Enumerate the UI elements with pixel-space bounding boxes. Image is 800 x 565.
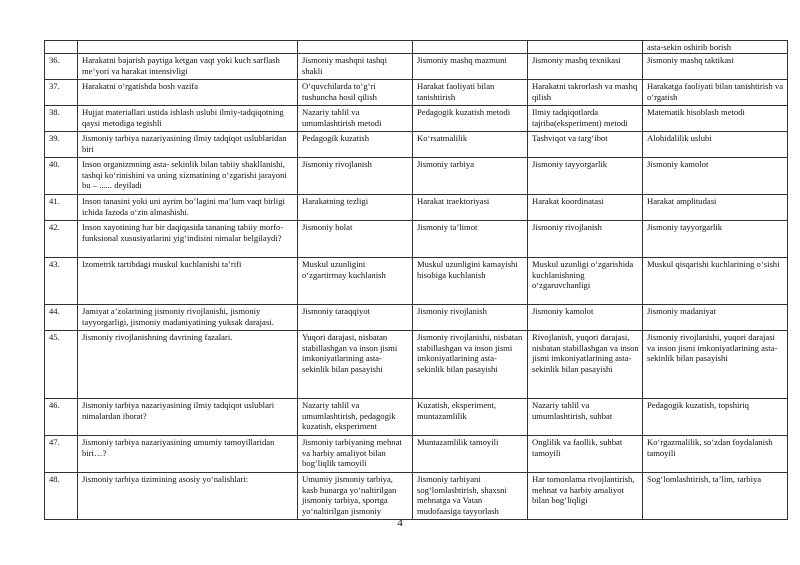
question-text: Inson xayotining har bir daqiqasida tananing tabiiy morfo-funksional xususiyatlarini yig‘indisini nimalar belgilaydi? (78, 221, 298, 258)
answer-d: asta-sekin oshirib borish (643, 41, 788, 54)
table-row (45, 54, 788, 80)
answer-b: Jismoniy tarbiyani sog‘lomlashtirish, shaxsni mehnatga va Vatan mudofaasiga tayyorlash (413, 473, 528, 520)
table-row (45, 195, 788, 221)
table-row (45, 41, 788, 54)
answer-d: Matematik hisoblash metodi (643, 106, 788, 132)
answer-a: Jismoniy rivojlanish (298, 158, 413, 195)
answer-c: Harakat koordinatasi (528, 195, 643, 221)
questions-table (44, 40, 788, 520)
question-number: 48. (45, 473, 78, 520)
table-row (45, 158, 788, 195)
question-text: Hujjat materiallari ustida ishlash uslubi ilmiy-tadqiqotning qaysi metodiga tegishli (78, 106, 298, 132)
question-text: Jismoniy tarbiya nazariyasining ilmiy tadqiqot uslublari nimalardan iborat? (78, 399, 298, 436)
answer-c: Onglilik va faollik, suhbat tamoyili (528, 436, 643, 473)
question-text: Inson tanasini yoki uni ayrim bo‘laginі ma’lum vaqt birligi ichida fazoda o‘zin almashishi. (78, 195, 298, 221)
table-row (45, 399, 788, 436)
answer-a: Jismoniy tarbiyaning mehnat va harbiy amaliyot bilan bog‘liqlik tamoyili (298, 436, 413, 473)
answer-d: Jismoniy madaniyat (643, 305, 788, 331)
question-number (45, 41, 78, 54)
table-row (45, 106, 788, 132)
answer-b: Muskul uzunligini kamayishi hisobiga kuchlanish (413, 258, 528, 305)
question-number: 40. (45, 158, 78, 195)
question-text (78, 41, 298, 54)
answer-a: Muskul uzunligini o‘zgartirmay kuchlanish (298, 258, 413, 305)
question-number: 38. (45, 106, 78, 132)
answer-b: Jismoniy rivojlanish (413, 305, 528, 331)
answer-a: O‘quvchilarda to‘g‘ri tushuncha hosil qilish (298, 80, 413, 106)
answer-b (413, 41, 528, 54)
table-row (45, 473, 788, 520)
page-number: 4 (397, 517, 403, 529)
table-row (45, 305, 788, 331)
answer-c (528, 41, 643, 54)
question-number: 44. (45, 305, 78, 331)
answer-a: Jismoniy mashqni tashqi shakli (298, 54, 413, 80)
answer-d: Jismoniy rivojlanishi, yuqori darajasi va inson jismi imkoniyatlarining asta-sekinlik bilan pasayishi (643, 331, 788, 399)
answer-c: Muskul uzunligi o‘zgarishida kuchlanishning o‘zgaruvchanligi (528, 258, 643, 305)
question-text: Izometrik tartibdagi muskul kuchlanishi ta’rifi (78, 258, 298, 305)
answer-b: Jismoniy tarbiya (413, 158, 528, 195)
answer-a: Nazariy tahlil va umumlashtirish metodi (298, 106, 413, 132)
answer-d: Harakat amplitudasi (643, 195, 788, 221)
answer-d: Muskul qisqarishi kuchlarining o‘sishi (643, 258, 788, 305)
question-number: 42. (45, 221, 78, 258)
question-number: 46. (45, 399, 78, 436)
answer-d: Jismoniy tayyorgarlik (643, 221, 788, 258)
answer-b: Pedagogik kuzatish metodi (413, 106, 528, 132)
answer-b: Harakat traektoriyasi (413, 195, 528, 221)
question-text: Jismoniy tarbiya tizimining asosiy yo‘nalishlari: (78, 473, 298, 520)
question-text: Jismoniy tarbiya nazariyasining umumiy tamoyillaridan biri…? (78, 436, 298, 473)
answer-b: Jismoniy mashq mazmuni (413, 54, 528, 80)
answer-d: Alohidalilik uslubi (643, 132, 788, 158)
answer-c: Har tomonlama rivojlantirish, mehnat va harbiy amaliyot bilan bog‘liqligi (528, 473, 643, 520)
question-number: 39. (45, 132, 78, 158)
answer-c: Harakatni takrorlash va mashq qilish (528, 80, 643, 106)
answer-b: Harakat faoliyati bilan tanishtirish (413, 80, 528, 106)
answer-c: Rivojlanish, yuqori darajasi, nisbatan stabillashgan va inson jismi imkoniyatlarining asta-sekinlik bilan pasayishi (528, 331, 643, 399)
answer-c: Jismoniy tayyorgarlik (528, 158, 643, 195)
question-text: Jismoniy rivojlanishning davrining fazalari. (78, 331, 298, 399)
answer-a: Umumiy jismoniy tarbiya, kasb hunarga yo‘naltirilgan jismoniy tarbiya, sportga yo‘naltirilgan jismoniy (298, 473, 413, 520)
answer-c: Jismoniy kamolot (528, 305, 643, 331)
answer-a: Yuqori darajasi, nisbatan stabillashgan va inson jismi imkoniyatlarining asta-sekinlik bilan pasayishi (298, 331, 413, 399)
answer-b: Kuzatish, eksperiment, muntazamlilik (413, 399, 528, 436)
answer-c: Jismoniy rivojlanish (528, 221, 643, 258)
table-row (45, 258, 788, 305)
question-number: 37. (45, 80, 78, 106)
answer-a: Jismoniy holat (298, 221, 413, 258)
question-number: 45. (45, 331, 78, 399)
answer-b: Jismoniy ta’limot (413, 221, 528, 258)
answer-c: Ilmiy tadqiqotlarda tajriba(eksperiment) metodi (528, 106, 643, 132)
answer-c: Tashviqot va targ‘ibot (528, 132, 643, 158)
answer-a: Harakatning tezligi (298, 195, 413, 221)
answer-d: Jismoniy kamolot (643, 158, 788, 195)
table-row (45, 331, 788, 399)
answer-a: Nazariy tahlil va umumlashtirish, pedagogik kuzatish, eksperiment (298, 399, 413, 436)
question-number: 47. (45, 436, 78, 473)
answer-d: Jismoniy mashq taktikasi (643, 54, 788, 80)
answer-b: Jismoniy rivojlanishi, nisbatan stabillashgan va inson jismi imkoniyatlarining asta-sekinlik bilan pasayishi (413, 331, 528, 399)
table-row (45, 221, 788, 258)
answer-c: Jismoniy mashq texnikasi (528, 54, 643, 80)
answer-c: Nazariy tahlil va umumlashtirish, suhbat (528, 399, 643, 436)
question-text: Harakatni bajarish paytiga ketgan vaqt yoki kuch sarflash me’yori va harakat intensivligi (78, 54, 298, 80)
question-text: Inson organizmning asta- sekinlik bilan tabiiy shakllanishi, tashqi ko‘rinishini va uning xizmatining o‘zgarishi jarayoni bu – ...... deyiladi (78, 158, 298, 195)
question-number: 41. (45, 195, 78, 221)
answer-d: Sog‘lomlashtirish, ta’lim, tarbiya (643, 473, 788, 520)
answer-a: Jismoniy taraqqiyot (298, 305, 413, 331)
question-text: Jamiyat a’zolarining jismoniy rivojlanishi, jismoniy tayyorgarligi, jismoniy madaniyatining yuksak darajasi. (78, 305, 298, 331)
answer-a: Pedagogik kuzatish (298, 132, 413, 158)
answer-d: Harakatga faoliyati bilan tanishtirish va o‘rgatish (643, 80, 788, 106)
question-number: 36. (45, 54, 78, 80)
table-row (45, 132, 788, 158)
answer-a (298, 41, 413, 54)
question-text: Jismoniy tarbiya nazariyasining ilmiy tadqiqot uslublaridan biri (78, 132, 298, 158)
question-number: 43. (45, 258, 78, 305)
answer-b: Muntazamlilik tamoyili (413, 436, 528, 473)
table-row (45, 80, 788, 106)
answer-d: Ko‘rgazmalilik, so‘zdan foydalanish tamoyili (643, 436, 788, 473)
answer-b: Ko‘rsatmalilik (413, 132, 528, 158)
answer-d: Pedagogik kuzatish, topshiriq (643, 399, 788, 436)
question-text: Harakatni o‘rgatishda bosh vazifa (78, 80, 298, 106)
table-row (45, 436, 788, 473)
questions-table-body (45, 41, 788, 520)
